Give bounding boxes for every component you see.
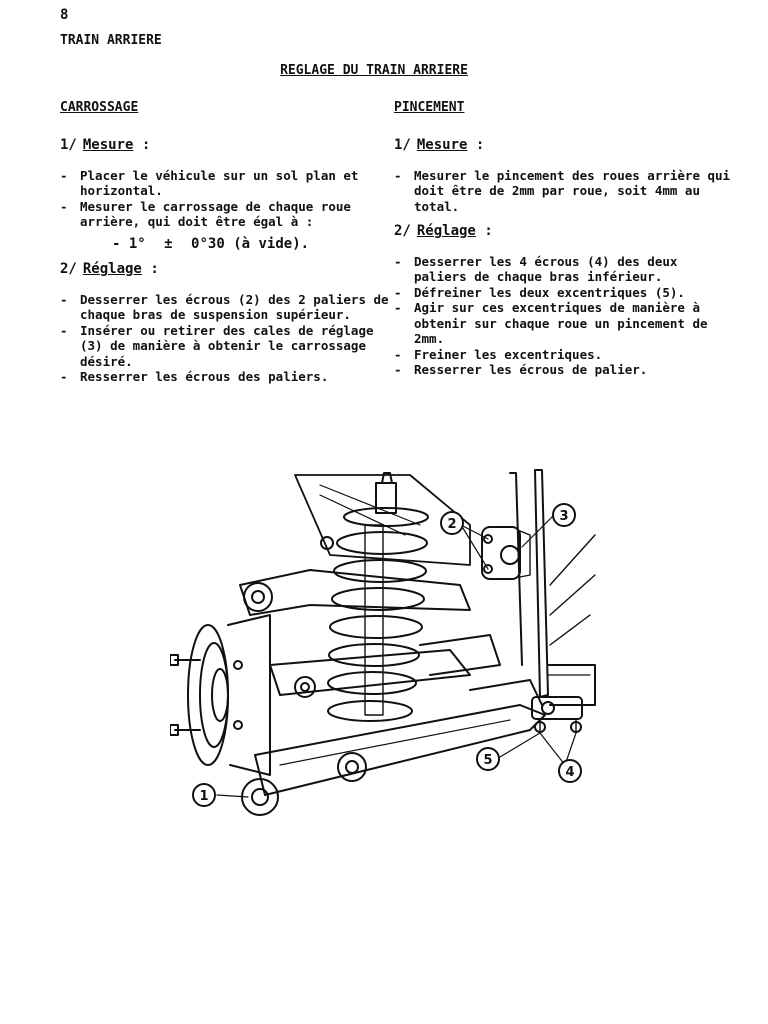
camber-measure-list	[60, 168, 400, 230]
camber-heading: CARROSSAGE	[60, 100, 139, 115]
list-item: - Insérer ou retirer des cales de réglage (3) de manière à obtenir le carrossage désiré.	[60, 323, 400, 370]
callout-5-label: 5	[483, 753, 493, 768]
tolerance-range: 0°30 (à vide).	[191, 235, 310, 252]
upper-bearing	[482, 527, 530, 579]
rear-suspension-illustration	[170, 465, 610, 829]
chassis-frame	[510, 470, 595, 705]
camber-adjust-list	[60, 292, 400, 385]
lower-suspension-arm	[242, 680, 545, 815]
tolerance-value: 1°	[128, 235, 146, 252]
camber-column	[60, 100, 400, 385]
step-colon: :	[484, 223, 493, 239]
list-item: - Resserrer les écrous des paliers.	[60, 369, 400, 385]
list-item: - Mesurer le carrossage de chaque roue arrière, qui doit être égal à :	[60, 199, 400, 230]
toe-column	[394, 100, 734, 378]
toe-adjust-list	[394, 254, 734, 378]
step-label: Mesure	[82, 137, 134, 153]
step-colon: :	[141, 137, 151, 153]
step-label: Réglage	[416, 223, 476, 239]
callout-2-label: 2	[447, 517, 457, 532]
step-number: 1/	[394, 137, 411, 153]
callout-1-label: 1	[199, 789, 209, 804]
step-number: 1/	[60, 137, 77, 153]
toe-step-adjust	[394, 224, 734, 240]
callout-3	[553, 504, 575, 526]
wheel-hub	[170, 615, 270, 775]
list-item: - Agir sur ces excentriques de manière à obtenir sur chaque roue un pincement de 2mm.	[394, 300, 734, 347]
list-item: - Mesurer le pincement des roues arrière qui doit être de 2mm par roue, soit 4mm au total.	[394, 168, 734, 215]
tolerance-dash: -	[112, 235, 121, 252]
step-number: 2/	[394, 223, 411, 239]
toe-heading: PINCEMENT	[394, 100, 465, 115]
step-label: Réglage	[82, 261, 142, 277]
camber-step-measure	[60, 138, 400, 154]
step-number: 2/	[60, 261, 77, 277]
callout-1	[193, 784, 215, 806]
step-colon: :	[150, 261, 159, 277]
list-item: - Desserrer les 4 écrous (4) des deux paliers de chaque bras inférieur.	[394, 254, 734, 285]
callout-4-label: 4	[565, 765, 575, 780]
toe-step-measure	[394, 138, 734, 154]
callout-4	[559, 760, 581, 782]
section-title: TRAIN ARRIERE	[60, 33, 162, 48]
plus-minus-sign: ±	[164, 235, 173, 252]
step-colon: :	[475, 137, 485, 153]
callout-3-label: 3	[559, 509, 569, 524]
callout-5	[477, 748, 499, 770]
step-label: Mesure	[416, 137, 468, 153]
callout-2	[441, 512, 463, 534]
list-item: - Freiner les excentriques.	[394, 347, 734, 363]
camber-tolerance	[60, 237, 400, 253]
page-number: 8	[60, 7, 69, 23]
camber-step-adjust	[60, 262, 400, 278]
list-item: - Défreiner les deux excentriques (5).	[394, 285, 734, 301]
lower-bearing	[532, 697, 582, 733]
toe-measure-list	[394, 168, 734, 215]
list-item: - Placer le véhicule sur un sol plan et horizontal.	[60, 168, 400, 199]
list-item: - Desserrer les écrous (2) des 2 paliers de chaque bras de suspension supérieur.	[60, 292, 400, 323]
list-item: - Resserrer les écrous de palier.	[394, 362, 734, 378]
page-title: REGLAGE DU TRAIN ARRIERE	[280, 63, 468, 78]
